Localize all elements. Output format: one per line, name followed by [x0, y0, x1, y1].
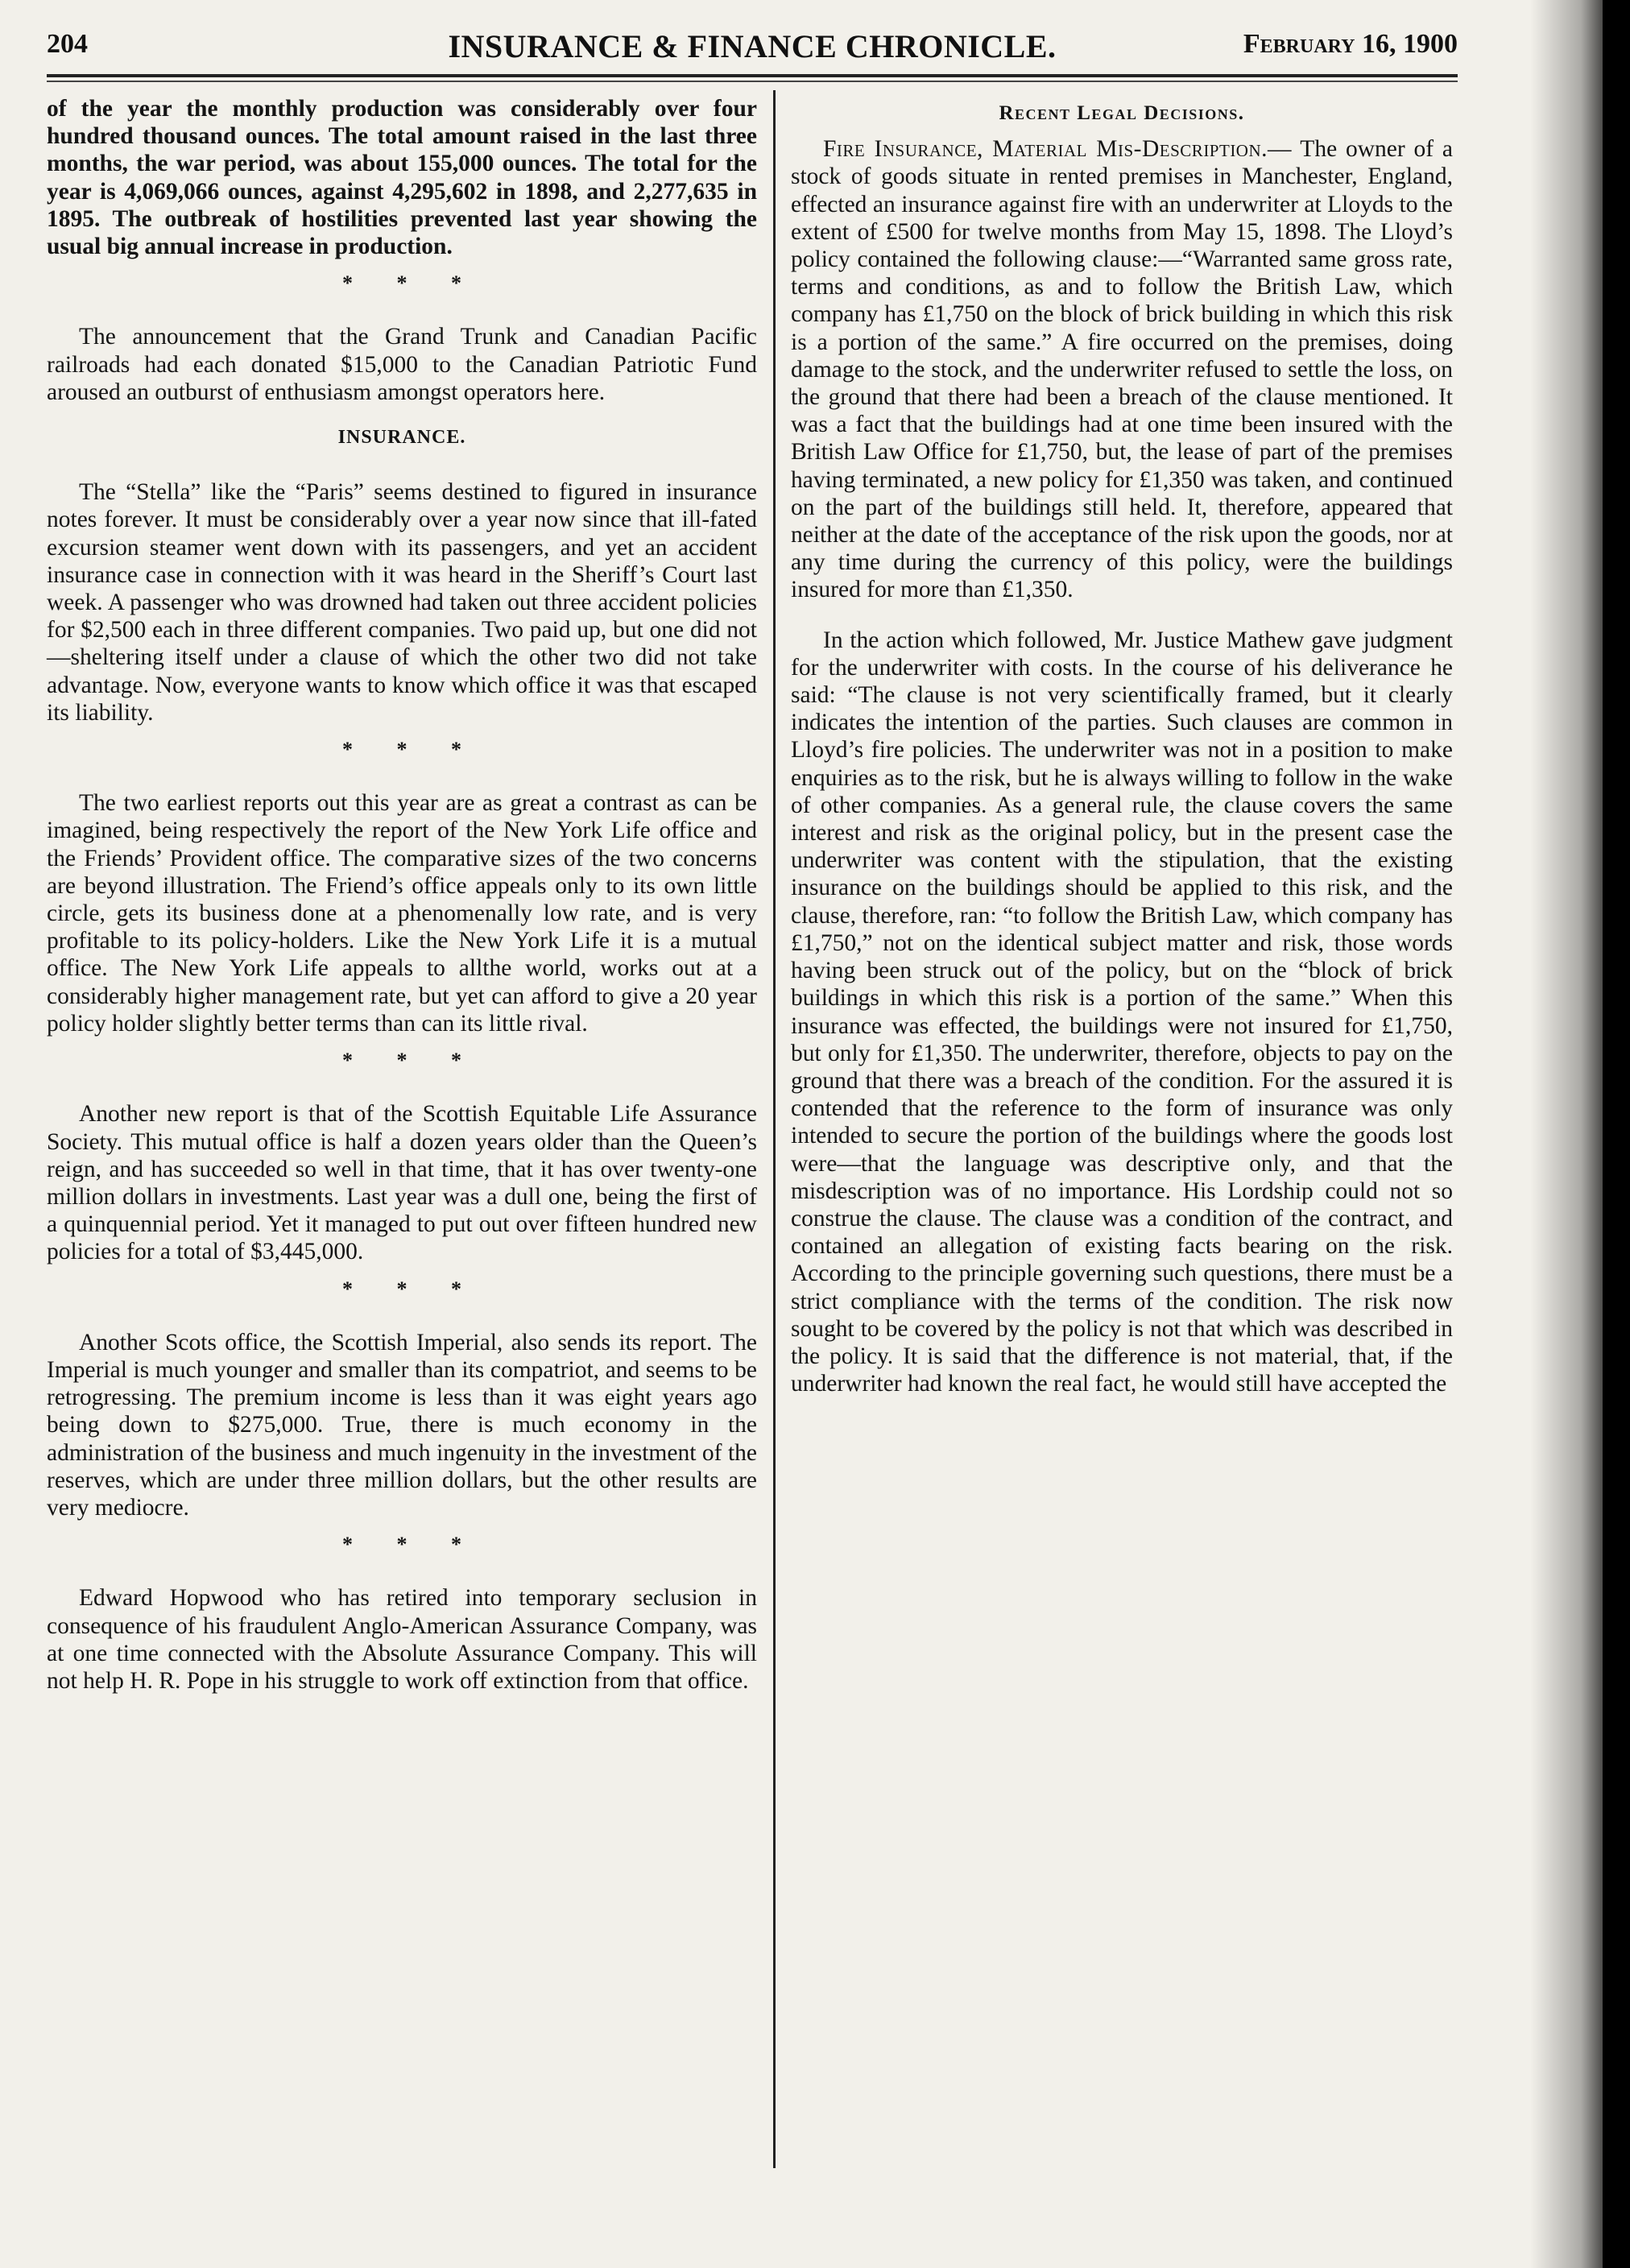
insurance-heading: INSURANCE.	[337, 427, 466, 449]
page-edge-shadow	[1530, 0, 1603, 2268]
section-separator: * * *	[342, 1533, 481, 1557]
legal-decisions-heading: Recent Legal Decisions.	[999, 102, 1245, 124]
issue-date: February 16, 1900	[1243, 29, 1458, 59]
paragraph-scottish-imperial: Another Scots office, the Scottish Imperial, also sends its report. The Imperial is much younger and smaller than its compatriot, and seems to be retrogressing. The premium income is less than it was eight years ago being down to $275,000. True, there is much economy in the administration of the business and much ingenuity in the investment of the reserves, which are under three million dollars, but the other results are very mediocre.	[47, 1329, 757, 1521]
left-column	[47, 95, 757, 1695]
publication-title: INSURANCE & FINANCE CHRONICLE.	[448, 28, 1057, 64]
paragraph-new-york-life: The two earliest reports out this year are as great a contrast as can be imagined, being respectively the report of the New York Life office and the Friends’ Provident office. The comparative sizes of the two concerns are beyond illustration. The Friend’s office appeals only to its own little circle, gets its business done at a phenomenally low rate, and is very profitable to its policy-holders. Like the New York Life it is a mutual office. The New York Life appeals to allthe world, works out at a considerably higher management rate, but yet can afford to give a 20 year policy holder slightly better terms than can its little rival.	[47, 790, 757, 1037]
paragraph-judgment: In the action which followed, Mr. Justice Mathew gave judgment for the underwriter with costs. In the course of his deliverance he said: “The clause is not very scientifically framed, but it clearly indicates the intention of the parties. Such clauses are common in Lloyd’s fire policies. The underwriter was not in a position to make enquiries as to the risk, but he is always willing to follow in the wake of other companies. As a general rule, the clause covers the same interest and risk as the original policy, but in the present case the underwriter was content with the stipulation, that the existing insurance on the buildings should be applied to this risk, and the clause, therefore, ran: “to follow the British Law, which company has £1,750,” not on the identical subject matter and risk, those words having been struck out of the policy, but on the “block of brick buildings in which this risk is a portion of the same.” When this insurance was effected, the buildings were not insured for £1,750, but only for £1,350. The underwriter, therefore, objects to pay on the ground that there was a breach of the condition. For the assured it is contended that the reference to the form of insurance was only intended to secure the portion of the buildings where the goods lost were—that the language was descriptive only, and that the misdescription was of no importance. His Lordship could not so construe the clause. The clause was a condition of the contract, and contained an allegation of existing facts bearing on the risk. According to the principle governing such questions, there must be a strict compliance with the terms of the condition. The risk now sought to be covered by the policy is not that which was described in the policy. It is said that the difference is not material, that, if the underwriter had known the real fact, he would still have accepted the	[791, 627, 1453, 1397]
page-header	[47, 29, 1458, 64]
section-separator: * * *	[342, 271, 481, 296]
paragraph-patriotic-fund: The announcement that the Grand Trunk and Canadian Pacific railroads had each donated $15,000 to the Canadian Patriotic Fund aroused an outburst of enthusiasm amongst operators here.	[47, 324, 757, 405]
header-rule	[47, 74, 1458, 77]
paragraph-fire-insurance	[791, 135, 1453, 603]
paragraph-lead-in: Fire Insurance, Material Mis-Description.—	[823, 136, 1293, 163]
paragraph-gap	[791, 604, 1453, 627]
page-number: 204	[47, 29, 88, 59]
scan-border	[1603, 0, 1630, 2268]
paragraph-fire-insurance-text: The owner of a stock of goods situate in rented premises in Manchester, England, effected an insurance against fire with an underwriter at Lloyds to the extent of £500 for twelve months from May 15, 1898. The Lloyd’s policy contained the following clause:—“Warranted same gross rate, terms and conditions, as and to follow the British Law, which company has £1,750 on the block of brick building in which this risk is a portion of the same.” A fire occurred on the premises, doing damage to the stock, and the underwriter refused to settle the loss, on the ground that there had been a breach of the clause mentioned. It was a fact that the buildings had at one time been insured with the British Law Office for £1,750, but, the lease of part of the premises having terminated, a new policy for £1,350 was taken, and continued on the part of the buildings still held. It, therefore, appeared that neither at the date of the acceptance of the risk upon the goods, nor at any time during the currency of this policy, were the buildings insured for more than £1,350.	[791, 136, 1453, 603]
paragraph-gold-production: of the year the monthly production was considerably over four hundred thousand ounces. The total amount raised in the last three months, the war period, was about 155,000 ounces. The total for the year is 4,069,066 ounces, against 4,295,602 in 1898, and 2,277,635 in 1895. The outbreak of hostilities prevented last year showing the usual big annual increase in production.	[47, 96, 757, 260]
paragraph-scottish-equitable: Another new report is that of the Scottish Equitable Life Assurance Society. This mutual office is half a dozen years older than the Queen’s reign, and has succeeded so well in that time, that it has over twenty-one million dollars in investments. Last year was a dull one, being the first of a quinquennial period. Yet it managed to put out over fifteen hundred new policies for a total of $3,445,000.	[47, 1101, 757, 1265]
paragraph-hopwood: Edward Hopwood who has retired into temporary seclusion in consequence of his fraudulent Anglo-American Assurance Company, was at one time connected with the Absolute Assurance Company. This will not help H. R. Pope in his struggle to work off extinction from that office.	[47, 1585, 757, 1694]
section-separator: * * *	[342, 1049, 481, 1073]
header-rule-thin	[47, 81, 1458, 82]
right-column	[791, 95, 1453, 1397]
paragraph-stella: The “Stella” like the “Paris” seems destined to figured in insurance notes forever. It must be considerably over a year now since that ill-fated excursion steamer went down with its passengers, and yet an accident insurance case in connection with it was heard in the Sheriff’s Court last week. A passenger who was drowned had taken out three accident policies for $2,500 each in three different companies. Two paid up, but one did not—sheltering itself under a clause of which the other two did not take advantage. Now, everyone wants to know which office it was that escaped its liability.	[47, 479, 757, 726]
section-separator: * * *	[342, 1277, 481, 1301]
section-separator: * * *	[342, 738, 481, 762]
column-divider	[773, 90, 776, 2168]
